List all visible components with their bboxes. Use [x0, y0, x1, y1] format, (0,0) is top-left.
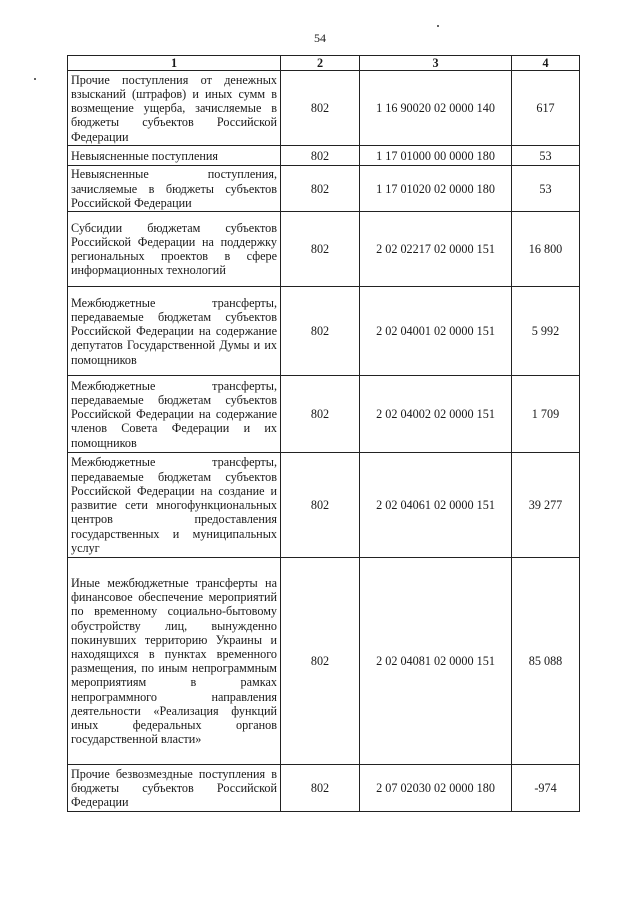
- admin-code-cell: 802: [281, 287, 360, 376]
- revenue-name-cell: Субсидии бюджетам субъектов Российской Федерации на поддержку региональных проектов в сфере информационных технологий: [68, 212, 281, 287]
- budget-code-cell: 2 02 04081 02 0000 151: [360, 558, 512, 765]
- amount-cell: 39 277: [512, 453, 580, 558]
- revenue-name-cell: Невыясненные поступления: [68, 146, 281, 166]
- page-number: 54: [314, 31, 326, 45]
- table-row: [68, 287, 580, 376]
- amount-cell: 16 800: [512, 212, 580, 287]
- table-row: [68, 212, 580, 287]
- amount-cell: 53: [512, 166, 580, 212]
- column-header: 2: [281, 56, 360, 71]
- revenue-name-cell: Прочие безвозмездные поступления в бюджеты субъектов Российской Федерации: [68, 765, 281, 812]
- table-row: [68, 376, 580, 453]
- admin-code-cell: 802: [281, 765, 360, 812]
- revenue-name-cell: Прочие поступления от денежных взысканий (штрафов) и иных сумм в возмещение ущерба, зачисляемые в бюджеты субъектов Российской Федерации: [68, 71, 281, 146]
- revenue-name-cell: Иные межбюджетные трансферты на финансовое обеспечение мероприятий по временному социально-бытовому обустройству лиц, вынужденно покинувших территорию Украины и находящихся в пунктах временного размещения, по иным непрограммным мероприятиям в рамках непрограммного направления деятельности «Реализация функций иных федеральных органов государственной власти»: [68, 558, 281, 765]
- table-row: [68, 765, 580, 812]
- budget-code-cell: 1 17 01020 02 0000 180: [360, 166, 512, 212]
- scan-speck: [34, 78, 36, 80]
- scan-speck: [437, 25, 439, 27]
- amount-cell: -974: [512, 765, 580, 812]
- admin-code-cell: 802: [281, 376, 360, 453]
- admin-code-cell: 802: [281, 71, 360, 146]
- amount-cell: 1 709: [512, 376, 580, 453]
- admin-code-cell: 802: [281, 558, 360, 765]
- budget-code-cell: 1 16 90020 02 0000 140: [360, 71, 512, 146]
- revenue-name-cell: Межбюджетные трансферты, передаваемые бюджетам субъектов Российской Федерации на содержание депутатов Государственной Думы и их помощников: [68, 287, 281, 376]
- table-row: [68, 558, 580, 765]
- column-header: 3: [360, 56, 512, 71]
- budget-table: [67, 55, 580, 812]
- revenue-name-cell: Невыясненные поступления, зачисляемые в бюджеты субъектов Российской Федерации: [68, 166, 281, 212]
- amount-cell: 53: [512, 146, 580, 166]
- revenue-name-cell: Межбюджетные трансферты, передаваемые бюджетам субъектов Российской Федерации на содержание членов Совета Федерации и их помощников: [68, 376, 281, 453]
- budget-code-cell: 2 02 04001 02 0000 151: [360, 287, 512, 376]
- amount-cell: 5 992: [512, 287, 580, 376]
- budget-code-cell: 2 02 04061 02 0000 151: [360, 453, 512, 558]
- admin-code-cell: 802: [281, 166, 360, 212]
- table-row: [68, 146, 580, 166]
- column-header: 4: [512, 56, 580, 71]
- admin-code-cell: 802: [281, 146, 360, 166]
- table-row: [68, 166, 580, 212]
- table-row: [68, 453, 580, 558]
- budget-code-cell: 2 07 02030 02 0000 180: [360, 765, 512, 812]
- admin-code-cell: 802: [281, 453, 360, 558]
- admin-code-cell: 802: [281, 212, 360, 287]
- amount-cell: 85 088: [512, 558, 580, 765]
- revenue-name-cell: Межбюджетные трансферты, передаваемые бюджетам субъектов Российской Федерации на создание и развитие сети многофункциональных центров предоставления государственных и муниципальных услуг: [68, 453, 281, 558]
- table-row: [68, 71, 580, 146]
- table-header-row: [68, 56, 580, 71]
- column-header: 1: [68, 56, 281, 71]
- amount-cell: 617: [512, 71, 580, 146]
- budget-code-cell: 2 02 04002 02 0000 151: [360, 376, 512, 453]
- budget-code-cell: 2 02 02217 02 0000 151: [360, 212, 512, 287]
- budget-code-cell: 1 17 01000 00 0000 180: [360, 146, 512, 166]
